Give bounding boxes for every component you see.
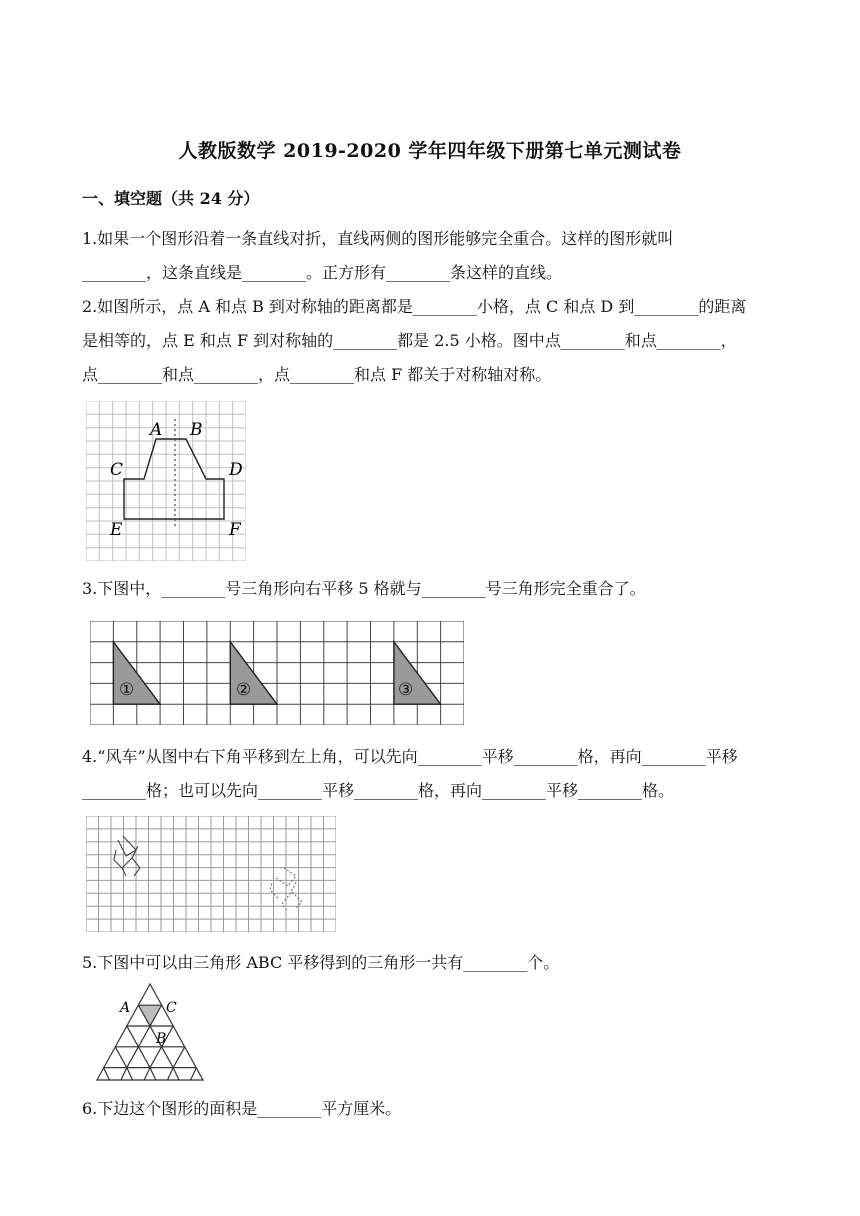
label-e: E bbox=[110, 520, 123, 540]
question-4-line-2: ________格；也可以先向________平移________格，再向________平移________格。 bbox=[82, 781, 675, 800]
question-1-line-2: ________，这条直线是________。正方形有________条这样的直线。 bbox=[82, 263, 563, 282]
triangle-grid-figure bbox=[92, 980, 208, 1084]
question-1-line-1: 1.如果一个图形沿着一条直线对折，直线两侧的图形能够完全重合。这样的图形就叫 bbox=[82, 229, 674, 248]
label-a: A bbox=[120, 1000, 131, 1016]
section-heading: 一、填空题（共 24 分） bbox=[82, 189, 260, 208]
page-title: 人教版数学 2019-2020 学年四年级下册第七单元测试卷 bbox=[178, 140, 682, 162]
question-3-line-1: 3.下图中，________号三角形向右平移 5 格就与________号三角形完全重合了。 bbox=[82, 579, 646, 598]
label-c: C bbox=[110, 460, 124, 480]
windmill-figure bbox=[86, 816, 336, 932]
label-f: F bbox=[229, 520, 241, 540]
label-b: B bbox=[156, 1031, 167, 1047]
triangle-2-label: ② bbox=[236, 680, 252, 700]
label-c: C bbox=[166, 1000, 177, 1016]
question-5-line-1: 5.下图中可以由三角形 ABC 平移得到的三角形一共有________个。 bbox=[82, 953, 560, 972]
question-2-line-3: 点________和点________，点________和点 F 都关于对称轴对称。 bbox=[82, 365, 552, 384]
question-6-line-1: 6.下边这个图形的面积是________平方厘米。 bbox=[82, 1099, 402, 1118]
triangle-1-label: ① bbox=[119, 680, 135, 700]
label-b: B bbox=[190, 420, 203, 440]
question-2-line-2: 是相等的，点 E 和点 F 到对称轴的________都是 2.5 小格。图中点________和点________， bbox=[82, 331, 737, 350]
triangles-translation-figure bbox=[90, 621, 464, 725]
symmetry-figure bbox=[86, 401, 246, 561]
triangle-abc bbox=[138, 1005, 161, 1026]
question-4-line-1: 4.“风车”从图中右下角平移到左上角，可以先向________平移________格，再向________平移 bbox=[82, 747, 738, 766]
triangle-3-label: ③ bbox=[398, 680, 414, 700]
question-2-line-1: 2.如图所示，点 A 和点 B 到对称轴的距离都是________小格，点 C 和点 D 到________的距离 bbox=[82, 297, 747, 316]
label-a: A bbox=[150, 420, 163, 440]
label-d: D bbox=[229, 460, 243, 480]
